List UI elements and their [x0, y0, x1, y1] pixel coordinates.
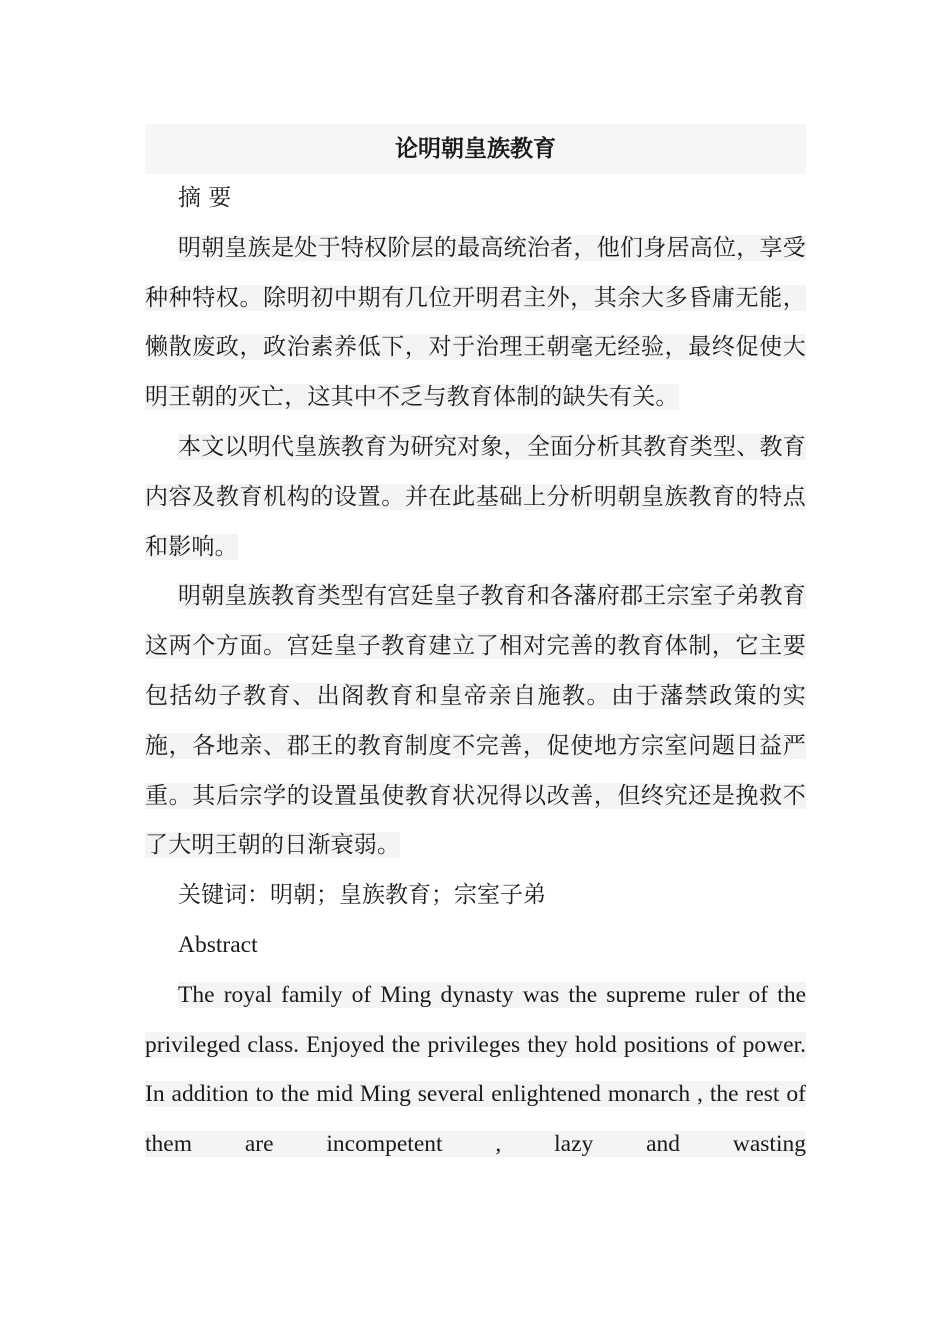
abstract-en-paragraph [145, 971, 806, 1170]
abstract-cn-paragraph-1-text: 明朝皇族是处于特权阶层的最高统治者，他们身居高位，享受种种特权。除明初中期有几位开明君主外，其余大多昏庸无能，懒散废政，政治素养低下，对于治理王朝毫无经验，最终促使大明王朝的灭亡，这其中不乏与教育体制的缺失有关。 [145, 234, 806, 411]
document-title: 论明朝皇族教育 [145, 124, 806, 174]
document-page [145, 124, 806, 1170]
abstract-cn-paragraph-3-text: 明朝皇族教育类型有宫廷皇子教育和各藩府郡王宗室子弟教育这两个方面。宫廷皇子教育建立了相对完善的教育体制，它主要包括幼子教育、出阁教育和皇帝亲自施教。由于藩禁政策的实施，各地亲、郡王的教育制度不完善，促使地方宗室问题日益严重。其后宗学的设置虽使教育状况得以改善，但终究还是挽救不了大明王朝的日渐衰弱。 [145, 583, 806, 859]
abstract-cn-paragraph-2-text: 本文以明代皇族教育为研究对象，全面分析其教育类型、教育内容及教育机构的设置。并在此基础上分析明朝皇族教育的特点和影响。 [145, 433, 806, 560]
abstract-cn-paragraph-2 [145, 423, 806, 572]
abstract-en-heading: Abstract [178, 931, 258, 958]
abstract-en-paragraph-text: The royal family of Ming dynasty was the supreme ruler of the privileged class. Enjoyed the privileges they hold positions of power. In addition to the mid Ming several enlightened monarch , the rest of them are incompetent , lazy and wasting [145, 981, 806, 1158]
abstract-cn-heading: 摘 要 [178, 185, 232, 211]
keywords-cn: 关键词：明朝；皇族教育；宗室子弟 [178, 882, 546, 909]
abstract-cn-paragraph-3 [145, 572, 806, 871]
abstract-cn-paragraph-1 [145, 224, 806, 423]
